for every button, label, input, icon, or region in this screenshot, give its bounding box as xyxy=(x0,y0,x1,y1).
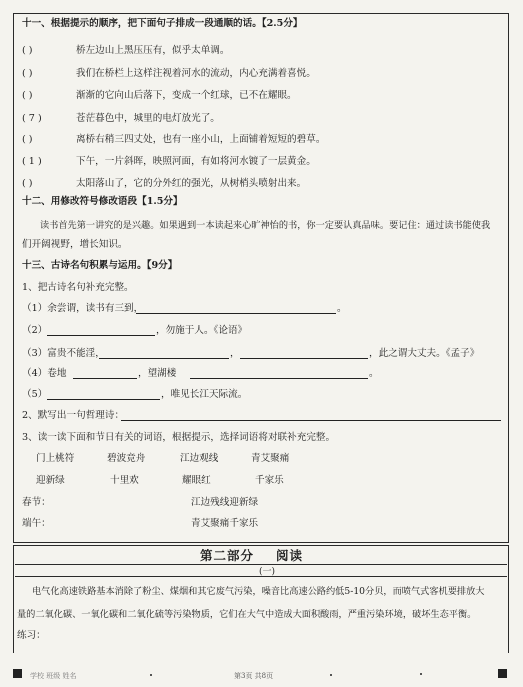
q11-item-text: 离桥右稍三四丈处，也有一座小山，上面铺着短短的碧草。 xyxy=(76,134,326,145)
q13-part3-label: 3、读一读下面和节日有关的词语，根据提示，选择词语将对联补充完整。 xyxy=(22,432,336,443)
reading-subtitle: (一) xyxy=(259,567,276,577)
answer-blank[interactable] xyxy=(47,399,160,400)
q13-line2-middle: ，勿施于人。《论语》 xyxy=(156,325,248,336)
q13-line1-prefix: （1）余尝谓，读书有三到， xyxy=(22,303,144,314)
page-number: 第3页 共8页 xyxy=(234,672,274,680)
q11-item-mark: ( ) xyxy=(22,134,33,145)
answer-blank[interactable] xyxy=(136,313,336,314)
dragon-boat-hint: 青艾聚痛千家乐 xyxy=(191,518,259,529)
q11-item-mark: ( 7 ) xyxy=(22,113,42,124)
q13-line5-suffix: ，唯见长江天际流。 xyxy=(161,389,248,400)
word-option: 迎新绿 xyxy=(36,475,65,486)
word-option: 耀眼红 xyxy=(182,475,211,486)
q11-item-mark: ( ) xyxy=(22,90,33,101)
q13-line3-suffix: ，此之谓大丈夫。《孟子》 xyxy=(369,348,480,359)
reading-paragraph-line: 量的二氧化碳、一氧化碳和二氧化硫等污染物质，它们在大气中造成大面积酸雨，严重污染环境，破坏生态平衡。 xyxy=(17,609,477,620)
q11-item-text: 下午，一片斜晖，映照河面，有如将河水镀了一层黄金。 xyxy=(76,156,316,167)
q11-item-text: 我们在桥栏上这样注视着河水的流动，内心充满着喜悦。 xyxy=(76,68,316,79)
answer-blank[interactable] xyxy=(190,378,368,379)
word-option: 门上桃符 xyxy=(36,453,75,464)
reading-paragraph-line: 电气化高速铁路基本消除了粉尘、煤烟和其它废气污染，噪音比高速公路约低5-10分贝，而喷气式客机要排放大 xyxy=(32,586,485,597)
registration-mark xyxy=(13,669,22,678)
q11-item-mark: ( ) xyxy=(22,178,33,189)
q12-paragraph-line: 读书首先第一讲究的是兴趣。如果遇到一本读起来心旷神怡的书，你一定要认真品味。要记住：通过读书能使我 xyxy=(40,220,491,231)
spring-hint: 江边残线迎新绿 xyxy=(191,497,259,508)
reading-subtitle-band xyxy=(15,564,507,577)
registration-mark xyxy=(498,669,507,678)
q12-title: 十二、用修改符号修改语段【1.5分】 xyxy=(22,196,183,207)
part2-title-right: 阅读 xyxy=(276,548,304,563)
dragon-boat-label: 端午： xyxy=(22,518,51,529)
q11-item-text: 太阳落山了，它的分外红的强光，从树梢头喷射出来。 xyxy=(76,178,307,189)
word-option: 千家乐 xyxy=(255,475,284,486)
scan-speck xyxy=(330,674,332,676)
q13-part2-label: 2、默写出一句哲理诗： xyxy=(22,410,125,421)
spring-label: 春节： xyxy=(22,497,51,508)
word-option: 十里欢 xyxy=(110,475,139,486)
word-option: 江边观线 xyxy=(180,453,219,464)
q13-part1-label: 1、把古诗名句补充完整。 xyxy=(22,282,134,293)
answer-blank[interactable] xyxy=(47,335,155,336)
q11-item-mark: ( ) xyxy=(22,68,33,79)
q13-line3-sep: ， xyxy=(230,348,240,359)
q13-line3-prefix: （3）富贵不能淫， xyxy=(22,348,105,359)
answer-blank[interactable] xyxy=(121,420,501,421)
part2-title xyxy=(200,546,325,564)
scan-speck xyxy=(150,674,152,676)
q13-line4-prefix: （4）卷地 xyxy=(22,368,67,379)
answer-blank[interactable] xyxy=(73,378,137,379)
footer-left: 学校 班级 姓名 xyxy=(30,672,77,680)
q13-line4-suffix: 。 xyxy=(369,368,379,379)
q11-title: 十一、根据提示的顺序，把下面句子排成一段通顺的话。【2.5分】 xyxy=(22,18,303,29)
answer-blank[interactable] xyxy=(240,358,368,359)
q13-line2-prefix: （2） xyxy=(22,325,48,336)
exercise-label: 练习： xyxy=(17,630,46,641)
word-option: 碧波竞舟 xyxy=(107,453,146,464)
q13-line4-middle: ，望湖楼 xyxy=(138,368,177,379)
q13-line5-prefix: （5） xyxy=(22,389,48,400)
word-option: 青艾聚痛 xyxy=(251,453,290,464)
q11-item-mark: ( ) xyxy=(22,45,33,56)
q11-item-text: 苍茫暮色中，城里的电灯放光了。 xyxy=(76,113,220,124)
q11-item-mark: ( 1 ) xyxy=(22,156,42,167)
q11-item-text: 渐渐的它向山后落下，变成一个红球，已不在耀眼。 xyxy=(76,90,297,101)
q13-line1-suffix: 。 xyxy=(337,303,347,314)
q11-item-text: 桥左边山上黑压压有，似乎太单调。 xyxy=(76,45,230,56)
q13-title: 十三、古诗名句积累与运用。【9分】 xyxy=(22,260,178,271)
q12-paragraph-line: 们开阔视野，增长知识。 xyxy=(22,239,128,250)
answer-blank[interactable] xyxy=(99,358,229,359)
scan-speck xyxy=(420,673,422,675)
part2-title-left: 第二部分 xyxy=(200,548,255,563)
